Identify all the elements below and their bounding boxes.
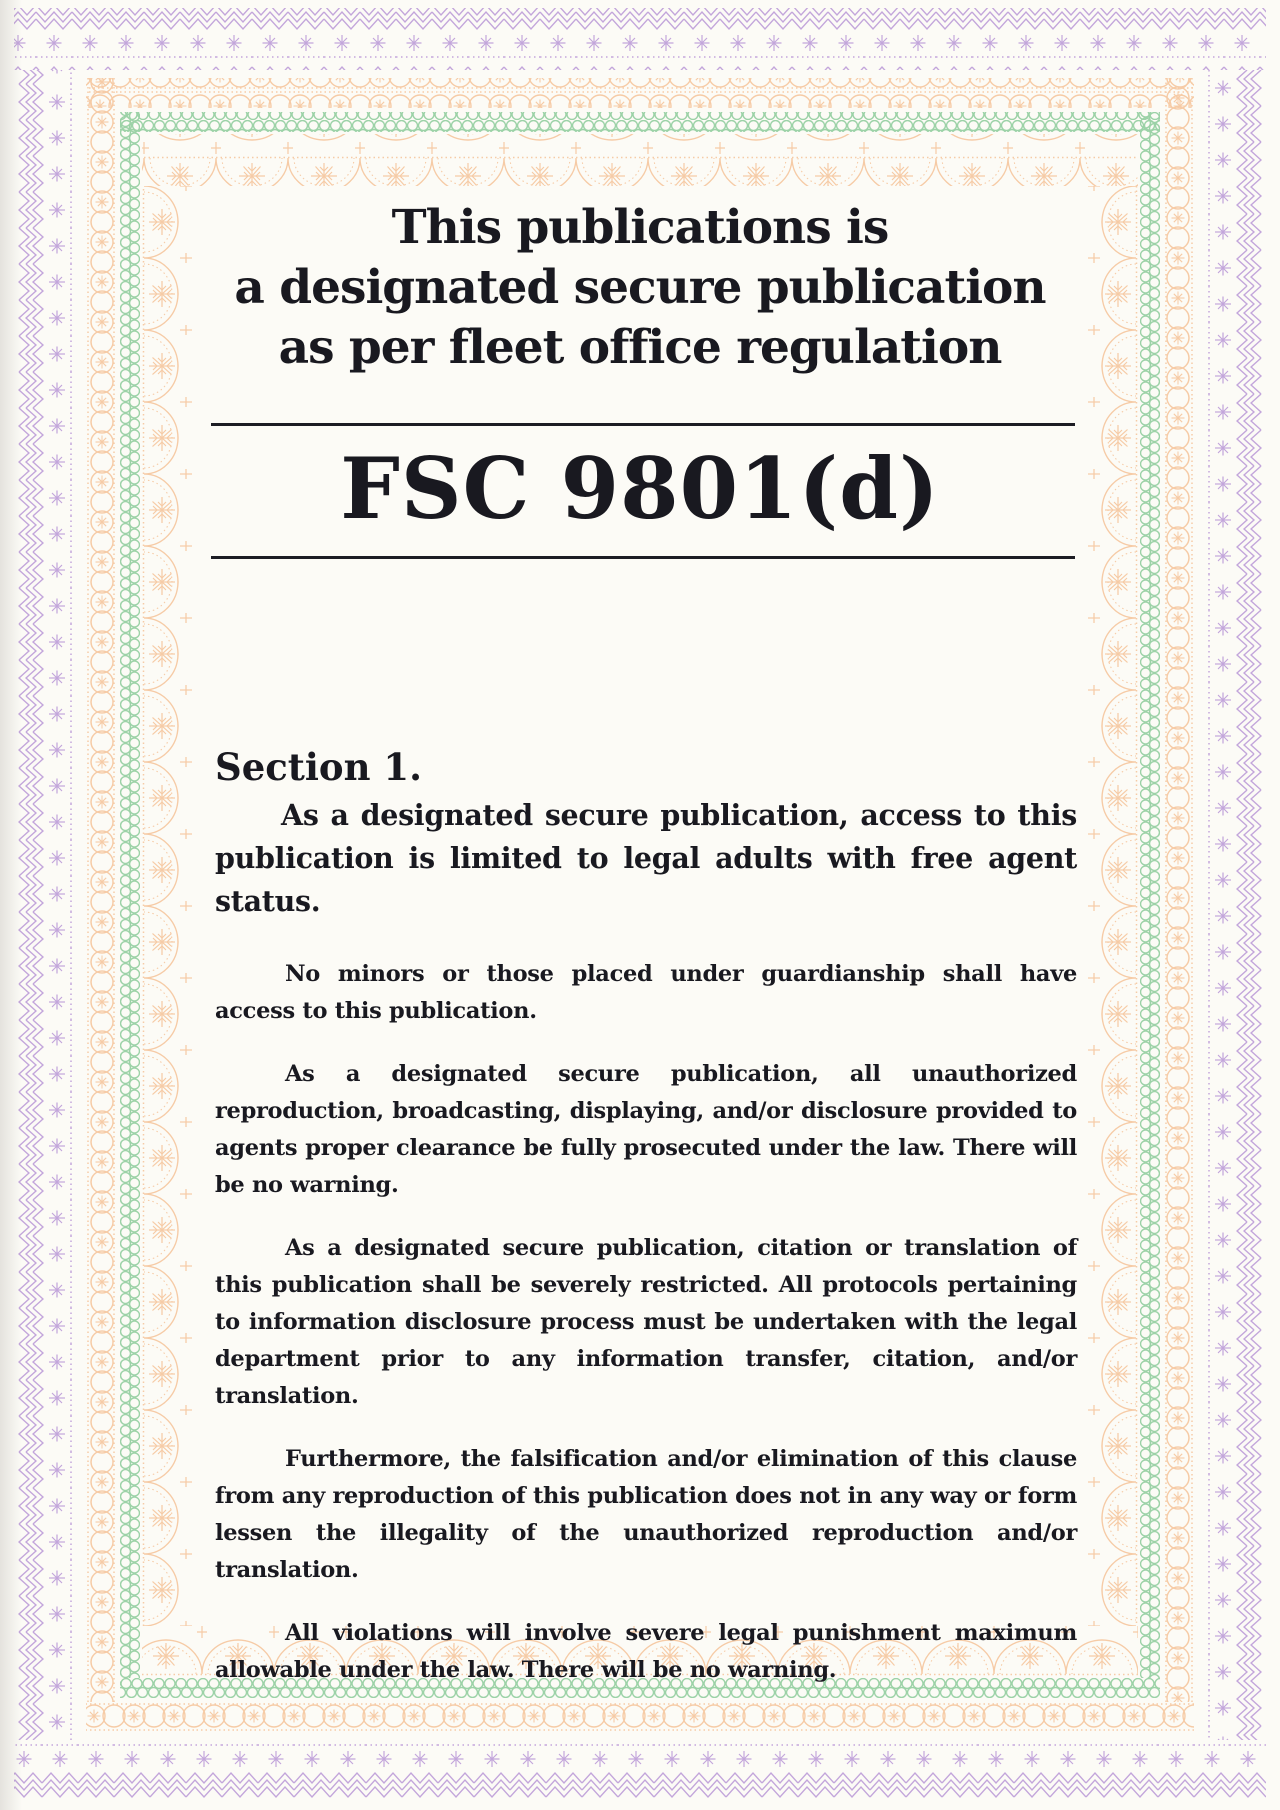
body-paragraph: As a designated secure publication, citation or translation of this publication shall be severely restricted. All protocols pertaining to information disclosure process must be undertaken with the legal department prior to any information transfer, citation, and/or translation. <box>215 1235 1077 1409</box>
divider-rule-top <box>211 423 1075 426</box>
title-line-1: This publications is <box>391 200 889 255</box>
regulation-code: FSC 9801(d) <box>340 439 940 538</box>
body-paragraphs <box>215 956 1077 1715</box>
body-paragraph: As a designated secure publication, all unauthorized reproduction, broadcasting, displaying, and/or disclosure provided to agents proper clearance be fully prosecuted under the law. There will be no warning. <box>215 1061 1077 1198</box>
section-1 <box>215 744 1077 923</box>
section-heading: Section 1. <box>215 745 423 789</box>
body-paragraph: No minors or those placed under guardianship shall have access to this publication. <box>215 961 1077 1024</box>
document-title <box>190 198 1090 378</box>
body-paragraph: Furthermore, the falsification and/or elimination of this clause from any reproduction of this publication does not in any way or form lessen the illegality of the unauthorized reproduction and/or translation. <box>215 1446 1077 1583</box>
body-paragraph: All violations will involve severe legal punishment maximum allowable under the law. There will be no warning. <box>215 1620 1077 1683</box>
divider-rule-bottom <box>211 556 1075 559</box>
section-subtitle: As a designated secure publication, access to this publication is limited to legal adults with free agent status. <box>215 798 1077 918</box>
title-line-2: a designated secure publication <box>234 260 1046 315</box>
title-line-3: as per fleet office regulation <box>278 320 1002 375</box>
